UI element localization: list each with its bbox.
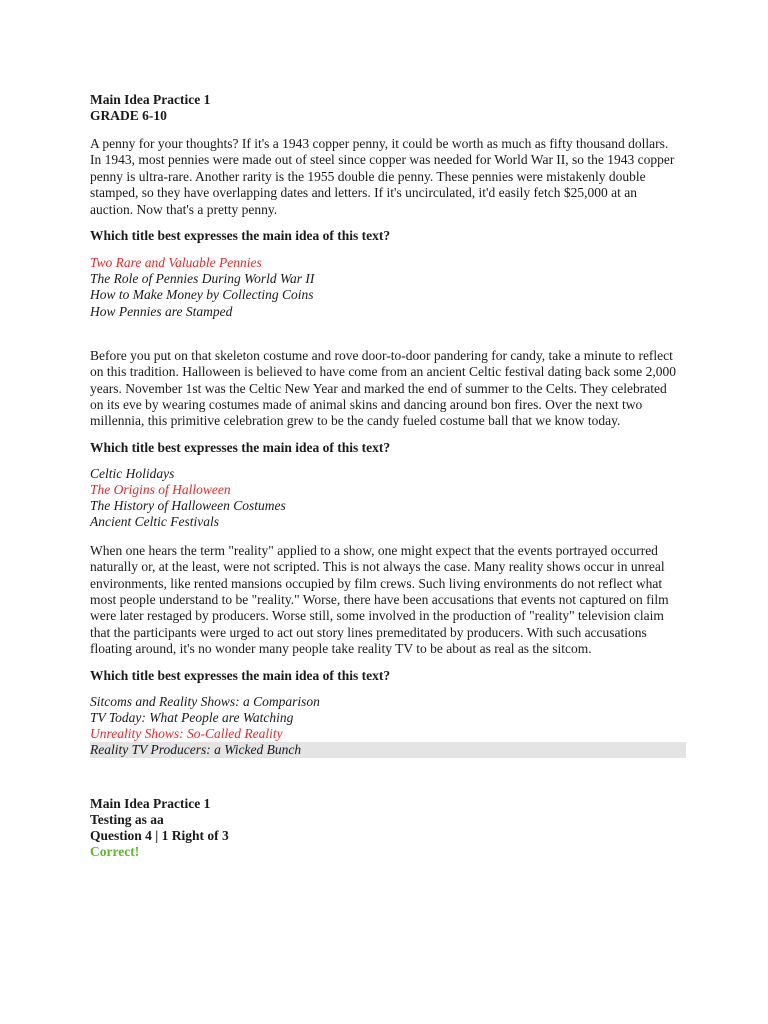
- passage-1-options: [90, 255, 682, 320]
- passage-2-option-1[interactable]: Celtic Holidays: [90, 465, 175, 481]
- passage-3-question: Which title best expresses the main idea of this text?: [90, 667, 391, 683]
- passage-1-question: Which title best expresses the main idea of this text?: [90, 228, 391, 244]
- passage-2-option-3[interactable]: The History of Halloween Costumes: [90, 498, 286, 514]
- page-title: Main Idea Practice 1: [90, 92, 211, 107]
- passage-1-option-3[interactable]: How to Make Money by Collecting Coins: [90, 287, 314, 303]
- passage-3-option-4[interactable]: Reality TV Producers: a Wicked Bunch: [90, 742, 686, 758]
- worksheet-content: [90, 92, 682, 860]
- passage-2-text: Before you put on that skeleton costume and rove door-to-door pandering for candy, take a minute to reflect on this tradition. Halloween is believed to have come from an ancient Celtic festival dating back some 2,000 years. November 1st was the Celtic New Year and marked the end of summer to the Celts. They celebrated on its eve by wearing costumes made of animal skins and dancing around bon fires. Over the next two millennia, this primitive celebration grew to be the candy fueled costume ball that we know today.: [90, 347, 676, 429]
- footer-progress: Question 4 | 1 Right of 3: [90, 828, 229, 844]
- passage-3-option-2[interactable]: TV Today: What People are Watching: [90, 709, 294, 725]
- passage-2-question: Which title best expresses the main idea of this text?: [90, 439, 391, 455]
- passage-1-option-2[interactable]: The Role of Pennies During World War II: [90, 271, 315, 287]
- passage-1-text: A penny for your thoughts? If it's a 1943 copper penny, it could be worth as much as fifty thousand dollars. In 1943, most pennies were made out of steel since copper was needed for World War II, so the 1943 copper penny is ultra-rare. Another rarity is the 1955 double die penny. These pennies were mistakenly double stamped, so they have overlapping dates and letters. If it's uncirculated, it'd easily fetch $25,000 at an auction. Now that's a pretty penny.: [90, 136, 675, 217]
- result-status: Correct!: [90, 844, 140, 860]
- passage-2-option-2[interactable]: The Origins of Halloween: [90, 482, 231, 498]
- passage-1-option-1[interactable]: Two Rare and Valuable Pennies: [90, 255, 262, 271]
- passage-3-option-3[interactable]: Unreality Shows: So-Called Reality: [90, 725, 283, 741]
- footer-user: Testing as aa: [90, 812, 164, 828]
- passage-3-text: When one hears the term "reality" applied to a show, one might expect that the events portrayed occurred naturally or, at the least, were not scripted. This is not always the case. Many reality shows occur in unreal environments, like rented mansions occupied by film crews. Such living environments do not reflect what most people understand to be "reality." Worse, there have been accusations that events not captured on film were later restaged by producers. Worse still, some involved in the production of "reality" television claim that the participants were urged to act out story lines premeditated by producers. With such accusations floating around, it's no wonder many people take reality TV to be about as real as the sitcom.: [90, 542, 669, 657]
- grade-label: GRADE 6-10: [90, 108, 167, 123]
- footer-title: Main Idea Practice 1: [90, 796, 211, 812]
- result-block: [90, 796, 682, 860]
- passage-3-option-1[interactable]: Sitcoms and Reality Shows: a Comparison: [90, 693, 320, 709]
- passage-2-option-4[interactable]: Ancient Celtic Festivals: [90, 514, 219, 530]
- passage-1-option-4[interactable]: How Pennies are Stamped: [90, 303, 233, 319]
- passage-2-options: [90, 466, 682, 531]
- passage-3-options: [90, 694, 682, 759]
